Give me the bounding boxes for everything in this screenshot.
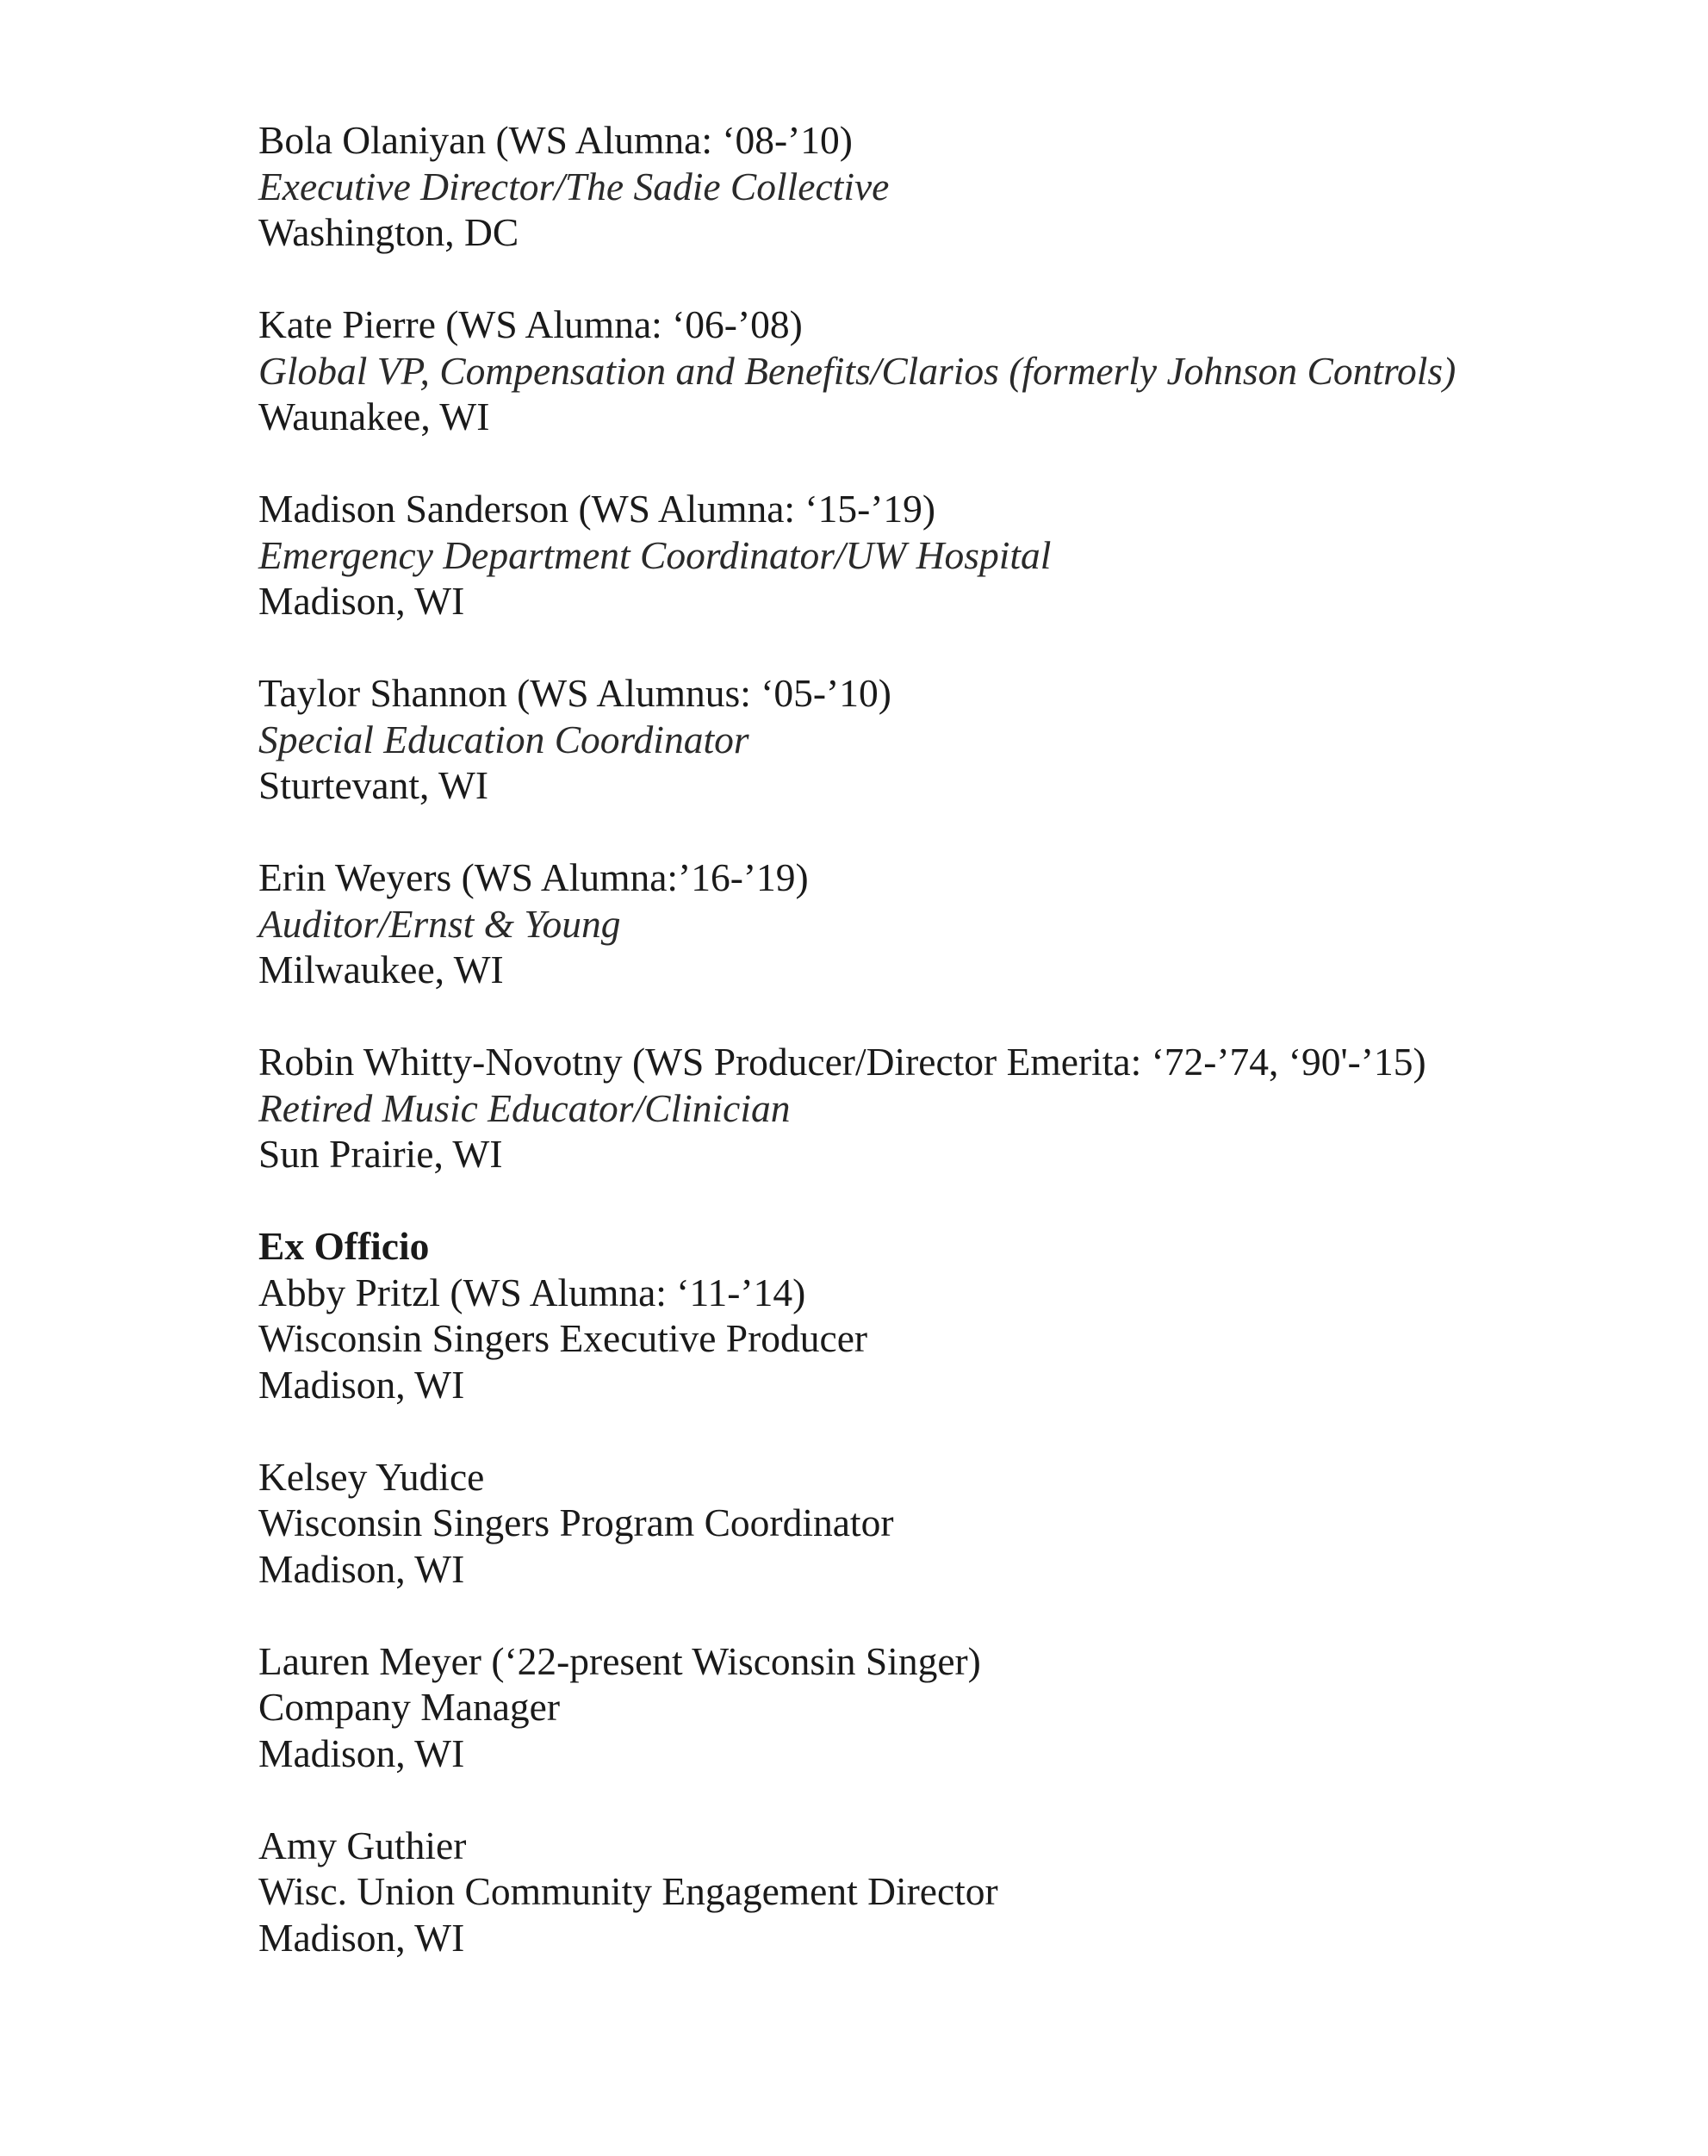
member-name: Lauren Meyer (‘22-present Wisconsin Singer) [258, 1638, 981, 1683]
board-member-entry [258, 854, 1637, 993]
member-location: Waunakee, WI [258, 395, 490, 438]
member-title: Executive Director/The Sadie Collective [258, 164, 890, 208]
member-location: Sturtevant, WI [258, 763, 489, 807]
board-member-entry [258, 486, 1637, 624]
member-location: Madison, WI [258, 1546, 465, 1591]
member-location: Madison, WI [258, 1362, 465, 1407]
ex-officio-entry [258, 1454, 1637, 1593]
member-title: Global VP, Compensation and Benefits/Clarios (formerly Johnson Controls) [258, 348, 1456, 393]
member-title: Special Education Coordinator [258, 717, 749, 761]
member-name: Abby Pritzl (WS Alumna: ‘11-’14) [258, 1270, 806, 1314]
member-name: Amy Guthier [258, 1823, 467, 1867]
member-role: Company Manager [258, 1685, 561, 1729]
member-title: Auditor/Ernst & Young [258, 901, 621, 946]
member-location: Madison, WI [258, 1915, 465, 1960]
member-name: Erin Weyers (WS Alumna:’16-’19) [258, 855, 809, 899]
member-name: Bola Olaniyan (WS Alumna: ‘08-’10) [258, 118, 853, 162]
ex-officio-entry [258, 1223, 1637, 1407]
board-member-entry [258, 670, 1637, 809]
member-name: Kate Pierre (WS Alumna: ‘06-’08) [258, 302, 803, 346]
member-location: Sun Prairie, WI [258, 1132, 503, 1176]
member-location: Madison, WI [258, 579, 465, 623]
member-location: Washington, DC [258, 210, 519, 254]
member-title: Retired Music Educator/Clinician [258, 1085, 791, 1130]
member-name: Robin Whitty-Novotny (WS Producer/Director Emerita: ‘72-’74, ‘90'-’15) [258, 1040, 1426, 1084]
board-member-entry [258, 1039, 1637, 1177]
member-role: Wisconsin Singers Executive Producer [258, 1316, 868, 1360]
board-member-entry [258, 117, 1637, 256]
ex-officio-entry [258, 1823, 1637, 1961]
member-name: Kelsey Yudice [258, 1454, 485, 1499]
board-member-entry [258, 301, 1637, 440]
member-role: Wisc. Union Community Engagement Director [258, 1869, 998, 1913]
member-location: Madison, WI [258, 1730, 465, 1775]
member-name: Madison Sanderson (WS Alumna: ‘15-’19) [258, 487, 936, 531]
member-title: Emergency Department Coordinator/UW Hospital [258, 532, 1052, 577]
member-name: Taylor Shannon (WS Alumnus: ‘05-’10) [258, 671, 891, 715]
member-role: Wisconsin Singers Program Coordinator [258, 1501, 894, 1544]
ex-officio-heading: Ex Officio [258, 1224, 430, 1268]
ex-officio-entry [258, 1638, 1637, 1777]
member-location: Milwaukee, WI [258, 948, 504, 991]
roster-content [258, 117, 1637, 2007]
